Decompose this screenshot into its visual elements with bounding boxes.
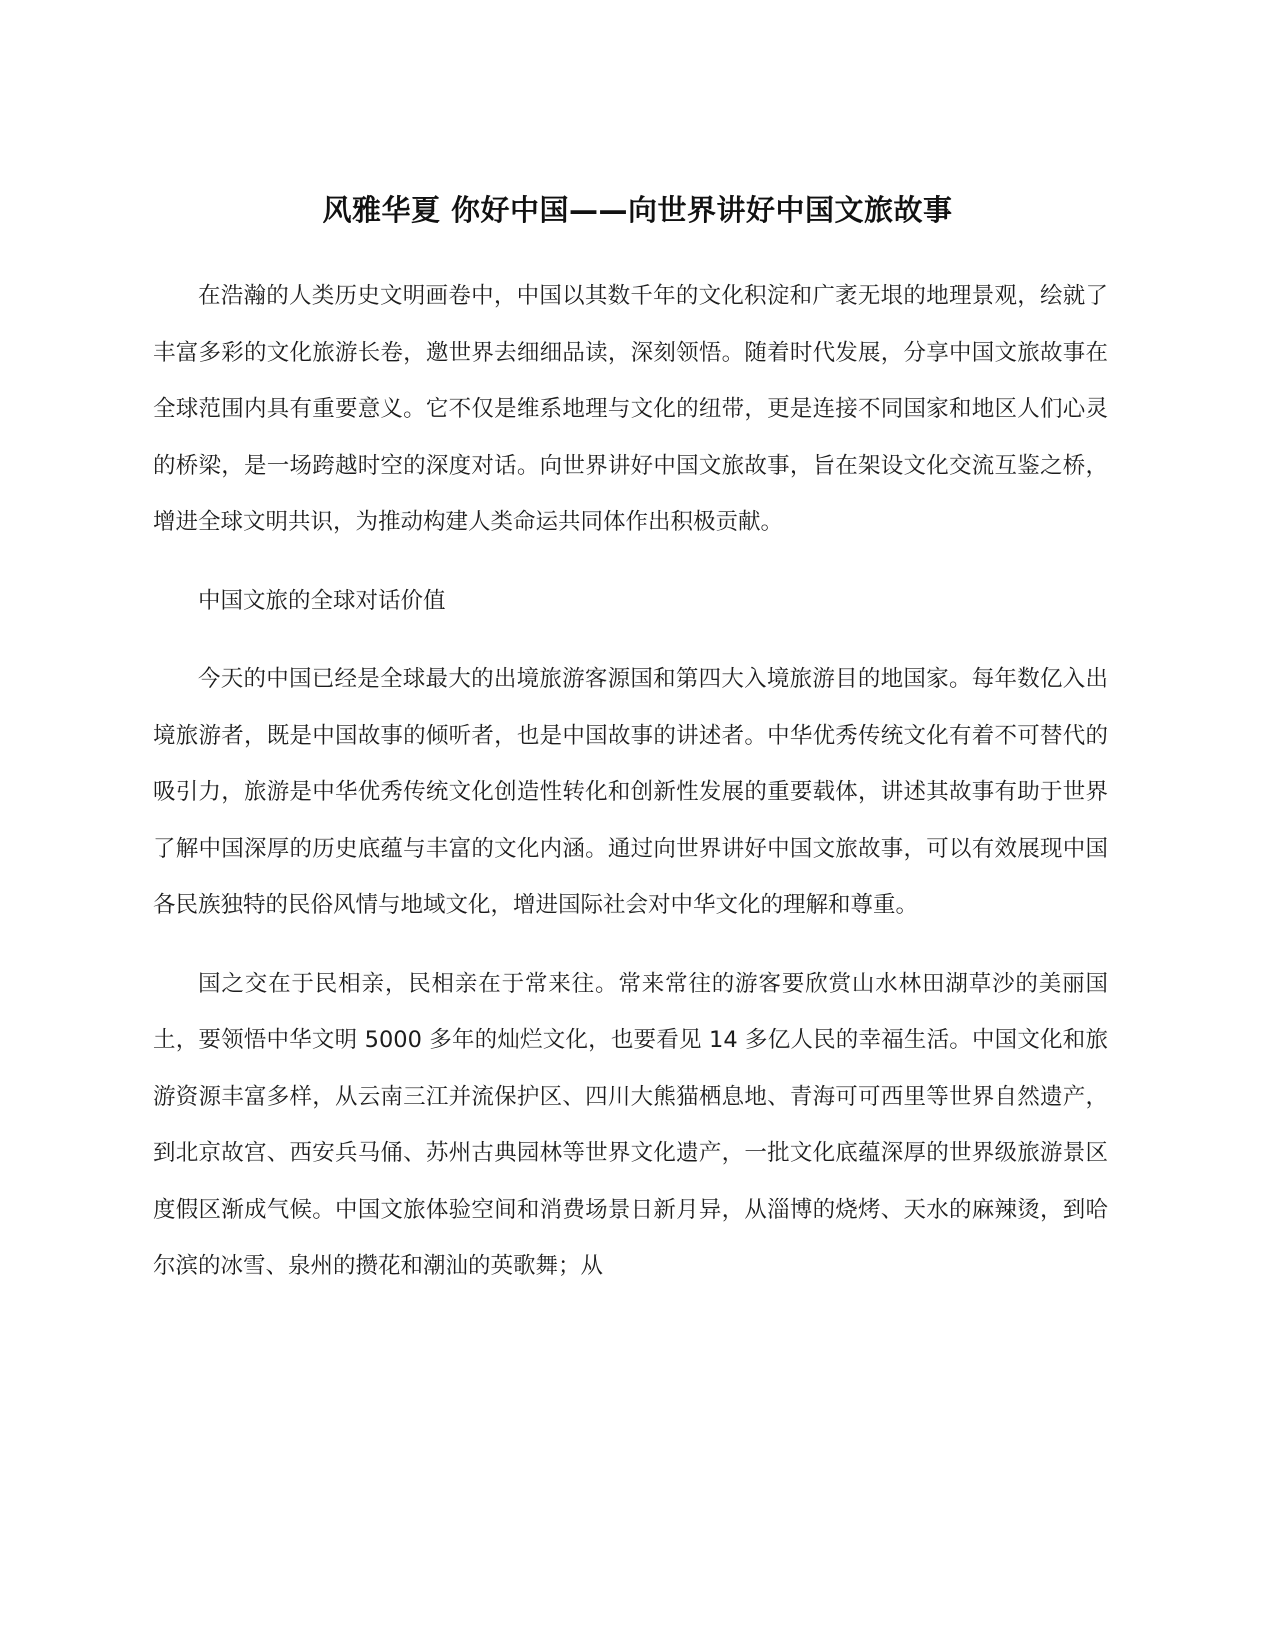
paragraph-intro: 在浩瀚的人类历史文明画卷中，中国以其数千年的文化积淀和广袤无垠的地理景观，绘就了丰富多彩的文化旅游长卷，邀世界去细细品读，深刻领悟。随着时代发展，分享中国文旅故事在全球范围内具有重要意义。它不仅是维系地理与文化的纽带，更是连接不同国家和地区人们心灵的桥梁，是一场跨越时空的深度对话。向世界讲好中国文旅故事，旨在架设文化交流互鉴之桥，增进全球文明共识，为推动构建人类命运共同体作出积极贡献。 (153, 283, 1108, 535)
document-title: 风雅华夏 你好中国——向世界讲好中国文旅故事 (322, 193, 953, 227)
document-body (153, 268, 1108, 1317)
paragraph-exchange: 国之交在于民相亲，民相亲在于常来往。常来常往的游客要欣赏山水林田湖草沙的美丽国土，要领悟中华文明 5000 多年的灿烂文化，也要看见 14 多亿人民的幸福生活。中国文化和旅游资源丰富多样，从云南三江并流保护区、四川大熊猫栖息地、青海可可西里等世界自然遗产，到北京故宫、西安兵马俑、苏州古典园林等世界文化遗产，一批文化底蕴深厚的世界级旅游景区度假区渐成气候。中国文旅体验空间和消费场景日新月异，从淄博的烧烤、天水的麻辣烫，到哈尔滨的冰雪、泉州的攒花和潮汕的英歌舞；从 (153, 970, 1108, 1279)
paragraph-global-dialogue: 今天的中国已经是全球最大的出境旅游客源国和第四大入境旅游目的地国家。每年数亿入出境旅游者，既是中国故事的倾听者，也是中国故事的讲述者。中华优秀传统文化有着不可替代的吸引力，旅游是中华优秀传统文化创造性转化和创新性发展的重要载体，讲述其故事有助于世界了解中国深厚的历史底蕴与丰富的文化内涵。通过向世界讲好中国文旅故事，可以有效展现中国各民族独特的民俗风情与地域文化，增进国际社会对中华文化的理解和尊重。 (153, 666, 1108, 918)
section-heading: 中国文旅的全球对话价值 (198, 587, 446, 614)
